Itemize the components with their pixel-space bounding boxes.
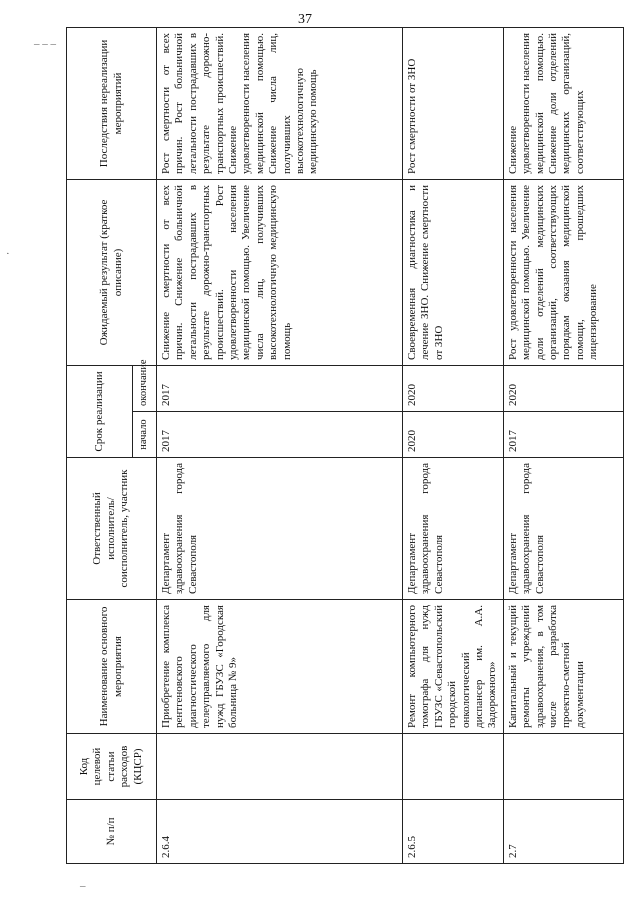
cell-code: [503, 734, 623, 800]
table-row: [157, 27, 403, 863]
cell-expected: Своевременная диагностика и лечение ЗНО. Снижение смертности от ЗНО: [403, 179, 504, 365]
cell-expected: Рост удовлетворенности населения медицинской помощью. Увеличение доли отделений медицинских организаций, соответствующих порядкам оказания медицинской помощи, прошедших лицензирование: [503, 179, 623, 365]
cell-consequences: Снижение удовлетворенности населения медицинской помощью. Снижение доли отделений медицинских организаций, соответствующих: [503, 27, 623, 179]
header-expected: Ожидаемый результат (краткое описание): [67, 179, 157, 365]
cell-consequences: Рост смертности от всех причин. Рост больничной летальности пострадавших в результате дорожно-транспортных происшествий. Снижение удовлетворенности населения медицинской помощью. Снижение числа лиц, получивших высокотехнологичную медицинскую помощь: [157, 27, 403, 179]
cell-name: Капитальный и текущий ремонты учреждений здравоохранения, в том числе разработка проектно-сметной документации: [503, 600, 623, 734]
scan-mark: –: [80, 880, 86, 892]
cell-code: [403, 734, 504, 800]
cell-responsible: Департамент здравоохранения города Севастополя: [157, 458, 403, 600]
header-end: окончание: [133, 365, 157, 411]
rotated-table-container: [66, 28, 612, 864]
scan-mark: ·: [6, 248, 10, 260]
cell-end: 2017: [157, 365, 403, 411]
cell-expected: Снижение смертности от всех причин. Снижение больничной летальности пострадавших в результате дорожно-транспортных происшествий. Рост удовлетворенности населения медицинской помощью. Увеличение числа лиц, получивших высокотехнологичную медицинскую помощь: [157, 179, 403, 365]
cell-name: Приобретение комплекса рентгеновского диагностического телеуправляемого для нужд ГБУЗС «Городская больница № 9»: [157, 600, 403, 734]
header-start: начало: [133, 412, 157, 458]
cell-name: Ремонт компьютерного томографа для нужд ГБУЗС «Севастопольский городской онкологический диспансер им. А.А. Задорожного»: [403, 600, 504, 734]
header-name: Наименование основного мероприятия: [67, 600, 157, 734]
cell-start: 2020: [403, 412, 504, 458]
header-responsible: Ответственный исполнитель/соисполнитель, участник: [67, 458, 157, 600]
header-num: № п/п: [67, 800, 157, 864]
cell-responsible: Департамент здравоохранения города Севастополя: [503, 458, 623, 600]
table-row: [403, 27, 504, 863]
cell-num: 2.6.5: [403, 800, 504, 864]
cell-consequences: Рост смертности от ЗНО: [403, 27, 504, 179]
scan-mark: – – –: [34, 38, 56, 50]
cell-code: [157, 734, 403, 800]
header-period: Срок реализации: [67, 365, 133, 457]
cell-end: 2020: [403, 365, 504, 411]
cell-num: 2.7: [503, 800, 623, 864]
header-code: Код целевой статьи расходов (КЦСР): [67, 734, 157, 800]
cell-end: 2020: [503, 365, 623, 411]
header-consequences: Последствия нереализации мероприятий: [67, 27, 157, 179]
cell-start: 2017: [503, 412, 623, 458]
table-row: [503, 27, 623, 863]
page-number: 37: [298, 12, 312, 27]
cell-responsible: Департамент здравоохранения города Севастополя: [403, 458, 504, 600]
cell-num: 2.6.4: [157, 800, 403, 864]
cell-start: 2017: [157, 412, 403, 458]
measures-table: [66, 27, 624, 864]
header-row: [67, 27, 133, 863]
